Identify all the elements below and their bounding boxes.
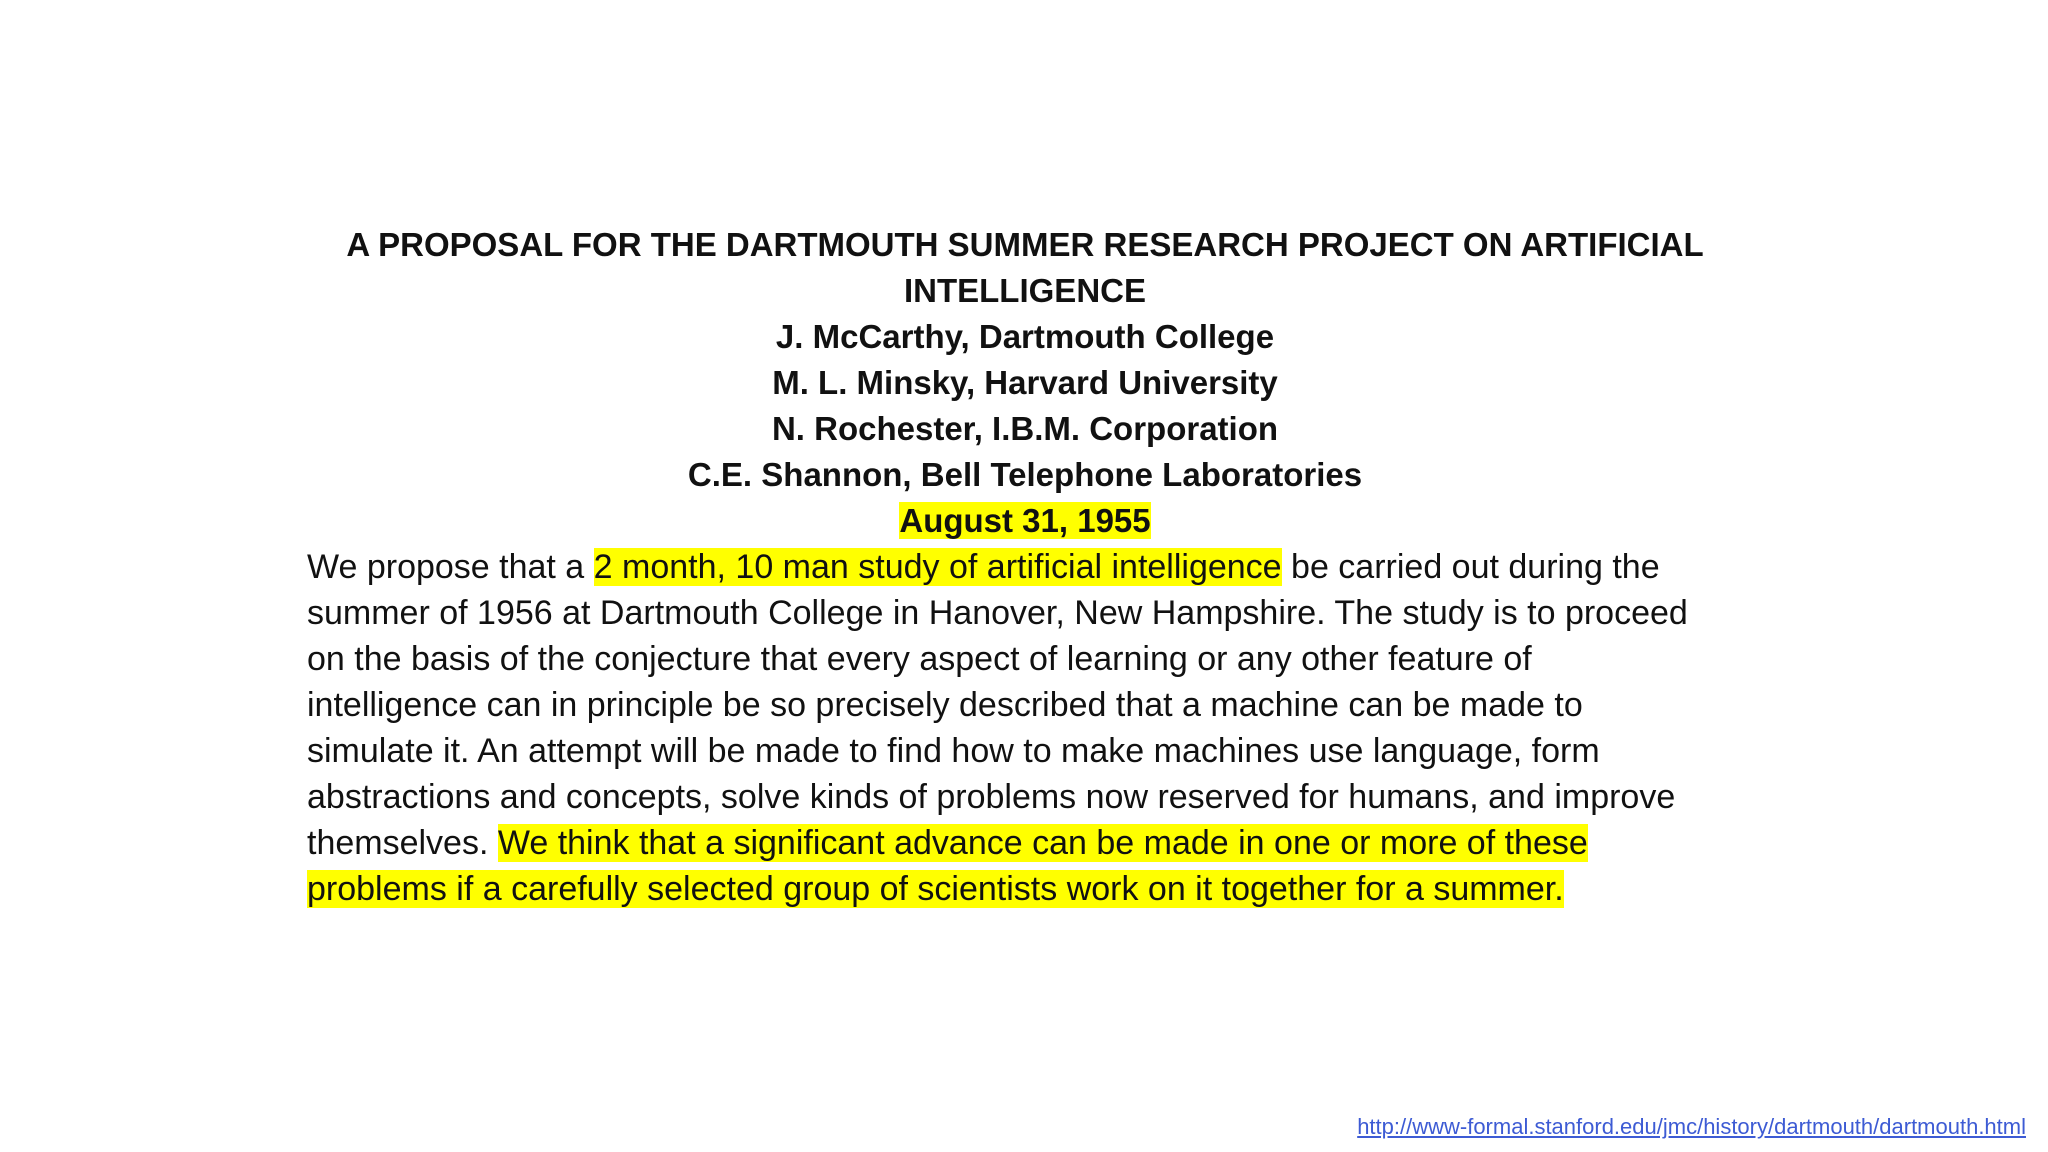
author-rochester: N. Rochester, I.B.M. Corporation [771, 410, 1279, 447]
body-line-6: abstractions and concepts, solve kinds of problems now reserved for humans, and improve [307, 778, 1676, 816]
proposal-title-line-2: INTELLIGENCE [903, 272, 1146, 309]
proposal-body [307, 544, 1757, 912]
body-line-1 [307, 544, 1757, 590]
highlight-advance-1: We think that a significant advance can be made in one or more of these [497, 824, 1588, 862]
body-line-4: intelligence can in principle be so precisely described that a machine can be made to [307, 686, 1583, 724]
proposal-date-line [300, 498, 1750, 544]
body-line-1-post: be carried out during the [1281, 548, 1660, 586]
author-mccarthy: J. McCarthy, Dartmouth College [775, 318, 1275, 355]
body-line-8 [307, 866, 1757, 912]
body-line-2: summer of 1956 at Dartmouth College in Hanover, New Hampshire. The study is to proceed [307, 594, 1688, 632]
body-line-7 [307, 820, 1757, 866]
body-line-3: on the basis of the conjecture that every aspect of learning or any other feature of [307, 640, 1532, 678]
author-shannon: C.E. Shannon, Bell Telephone Laboratories [687, 456, 1363, 493]
body-line-7-pre: themselves. [307, 824, 498, 862]
author-minsky: M. L. Minsky, Harvard University [772, 364, 1278, 401]
proposal-header [300, 222, 1750, 544]
proposal-date: August 31, 1955 [899, 502, 1151, 539]
body-line-5: simulate it. An attempt will be made to find how to make machines use language, form [307, 732, 1600, 770]
body-line-1-pre: We propose that a [307, 548, 594, 586]
highlight-study: 2 month, 10 man study of artificial intelligence [593, 548, 1282, 586]
highlight-advance-2: problems if a carefully selected group of scientists work on it together for a summer. [307, 870, 1564, 908]
source-link[interactable]: http://www-formal.stanford.edu/jmc/history/dartmouth/dartmouth.html [1357, 1114, 2026, 1139]
proposal-title-line-1: A PROPOSAL FOR THE DARTMOUTH SUMMER RESEARCH PROJECT ON ARTIFICIAL [346, 226, 1704, 263]
